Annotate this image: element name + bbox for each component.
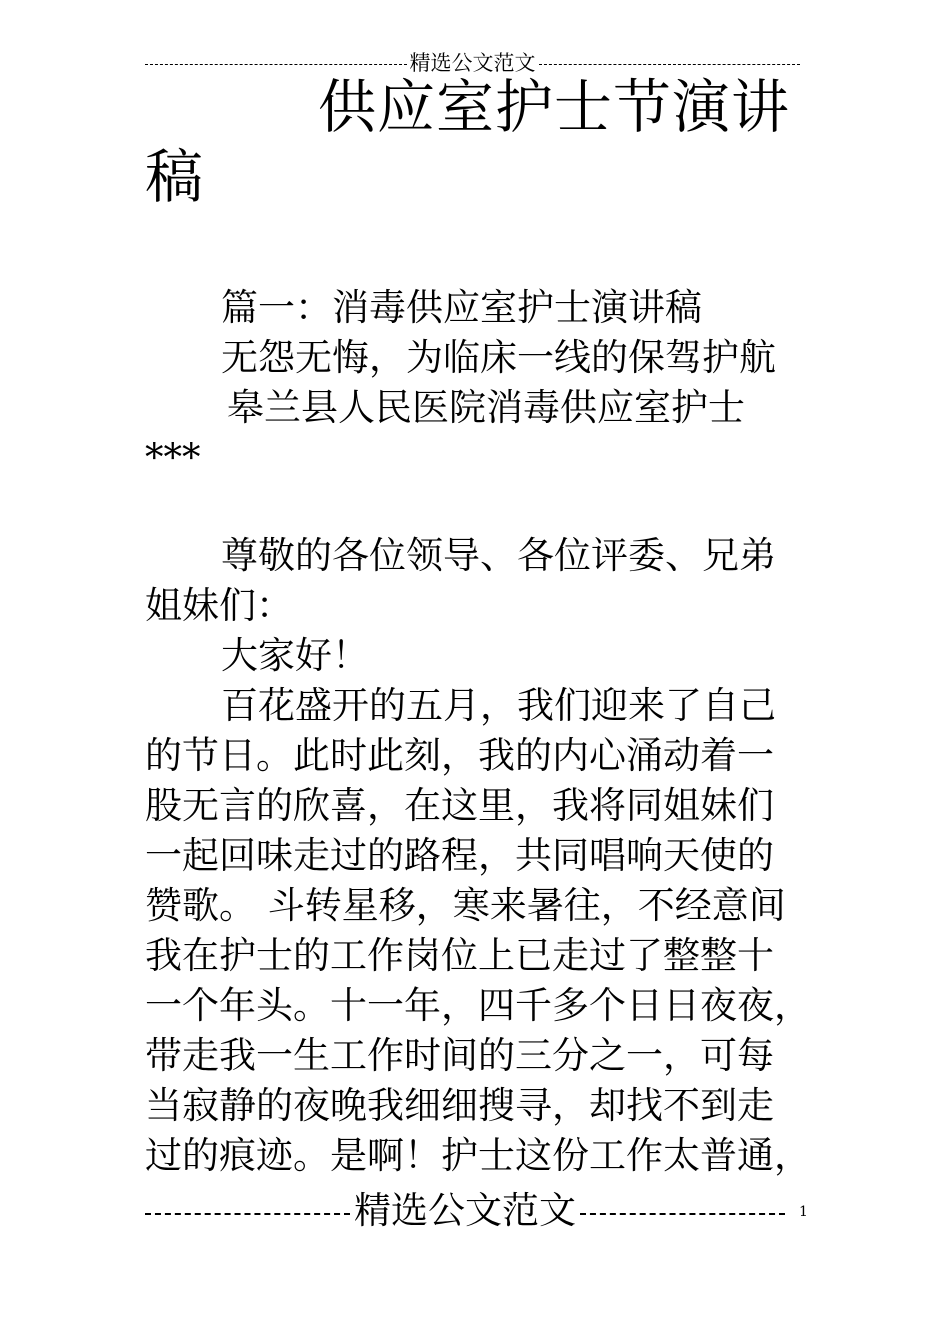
body-line: 带走我一生工作时间的三分之一，可每: [145, 1034, 774, 1077]
footer-dash-left: [145, 1213, 350, 1215]
header-text: 精选公文范文: [409, 51, 536, 75]
document-title-line-1: 供应室护士节演讲: [318, 73, 791, 141]
author-name: ***: [145, 436, 201, 479]
body-line: 大家好！: [221, 634, 369, 677]
body-line: 百花盛开的五月，我们迎来了自己: [221, 684, 776, 727]
body-line: 姐妹们：: [145, 584, 293, 627]
body-line: 赞歌。 斗转星移，寒来暑往，不经意间: [145, 884, 786, 927]
body-line: 我在护士的工作岗位上已走过了整整十: [145, 934, 774, 977]
body-line: 过的痕迹。是啊！护士这份工作太普通，: [145, 1134, 811, 1177]
body-line: 尊敬的各位领导、各位评委、兄弟: [221, 534, 776, 577]
footer-text: 精选公文范文: [354, 1189, 576, 1232]
body-line: 一个年头。十一年，四千多个日日夜夜，: [145, 984, 811, 1027]
body-line: 的节日。此时此刻，我的内心涌动着一: [145, 734, 774, 777]
author-line: 皋兰县人民医院消毒供应室护士: [227, 386, 745, 429]
footer-dash-right: [580, 1213, 785, 1215]
header-dash-right: [539, 64, 801, 65]
page-number: 1: [799, 1204, 808, 1220]
body-line: 当寂静的夜晚我细细搜寻，却找不到走: [145, 1084, 774, 1127]
body-line: 股无言的欣喜，在这里，我将同姐妹们: [145, 784, 774, 827]
body-line: 一起回味走过的路程，共同唱响天使的: [145, 834, 774, 877]
page-footer: [145, 1188, 785, 1234]
subtitle-line: 无怨无悔，为临床一线的保驾护航: [221, 336, 776, 379]
section-heading: 篇一：消毒供应室护士演讲稿: [221, 286, 702, 329]
header-dash-left: [145, 64, 407, 65]
document-title-line-2: 稿: [145, 143, 204, 211]
